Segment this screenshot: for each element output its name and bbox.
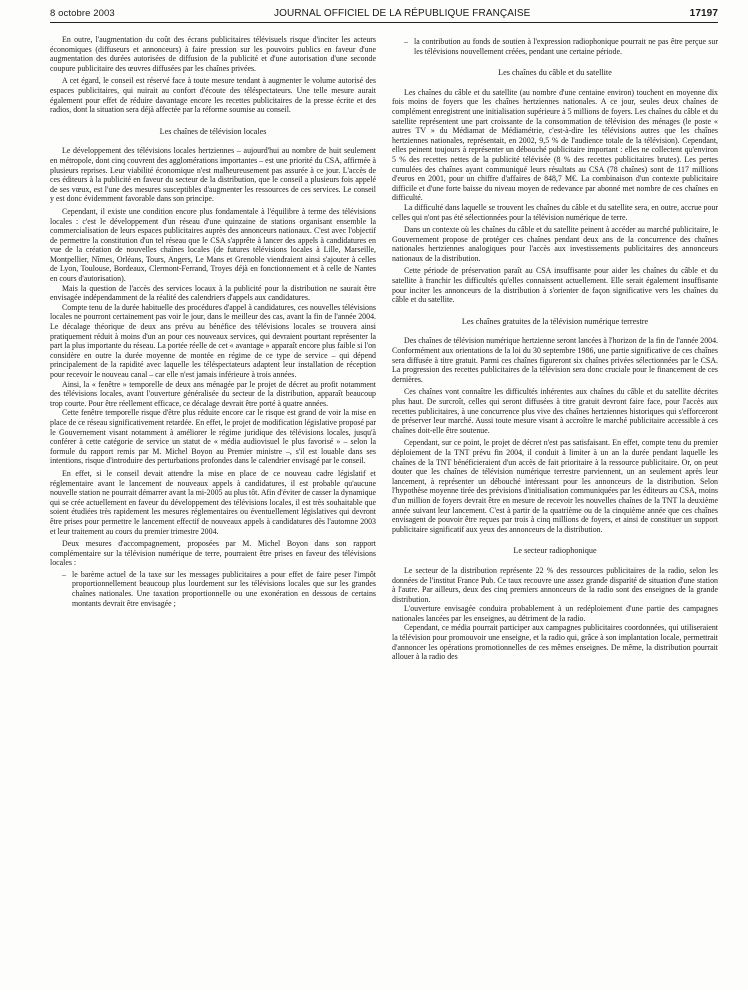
- paragraph: Le secteur de la distribution représente 22 % des ressources publicitaires de la radio, selon les données de l'institut France Pub. Ce taux recouvre une assez grande disparité de situation d'une station à l'autre. Par ailleurs, deux des cinq premiers annonceurs de la radio sont des enseignes de la grande distribution.: [392, 565, 718, 604]
- paragraph: Cependant, ce média pourrait participer aux campagnes publicitaires coordonnées, qui utiliseraient la télévision pour promouvoir une enseigne, et la radio qui, grâce à son implantation locale, permettrait d'annoncer les opérations promotionnelles de ces mêmes enseignes. De même, la distribution pourrait allouer à la radio des: [392, 623, 718, 662]
- paragraph: Les chaînes du câble et du satellite (au nombre d'une centaine environ) touchent en moyenne dix fois moins de foyers que les chaînes hertziennes nationales. A ce jour, seules deux chaînes de complément enregistrent une initialisation supérieure à 5 millions de foyers. Les chaînes du câble et du satellite représentent une part croissante de la consommation de télévision des ménages (le poste « autres TV » du Médiamat de Médiamétrie, c'est-à-dire les télévisions autres que les chaînes hertziennes nationales, représentait, en 2002, 9,5 % de l'audience totale de la télévision). Cependant, elles peinent toujours à représenter un débouché publicitaire important : elles ne collectent qu'environ 5 % des recettes nettes de la publicité télévisée (8 % des recettes publicitaires brutes). Les pertes cumulées des chaînes ayant communiqué leurs résultats au CSA (78 chaînes) sont de 117 millions d'euros en 2001, pour un chiffre d'affaires de 848,7 M€. La combinaison d'un contexte publicitaire difficile et d'une forte baisse du niveau moyen de redevance par abonné met nombre de ces chaînes en difficulté.: [392, 87, 718, 203]
- paragraph: La difficulté dans laquelle se trouvent les chaînes du câble et du satellite sera, en outre, accrue pour celles qui n'ont pas été sélectionnées pour la télévision numérique de terre.: [392, 202, 718, 222]
- paragraph: En effet, si le conseil devait attendre la mise en place de ce nouveau cadre législatif et réglementaire avant le lancement de nouveaux appels à candidatures, il est probable qu'aucune nouvelle station ne pourrait démarrer avant la mi-2005 au plus tôt. Afin d'éviter de casser la dynamique qui se crée actuellement en faveur du développement des télévisions locales, il est très souhaitable que soient étudiées très rapidement les mesures réglementaires ou éventuellement législatives qui devront être prises pour permettre le lancement effectif de nouveaux appels à candidatures dès l'automne 2003 et leur traitement au cours du premier trimestre 2004.: [50, 468, 376, 536]
- paragraph: Deux mesures d'accompagnement, proposées par M. Michel Boyon dans son rapport complémentaire sur la télévision numérique de terre, pourraient être prises en faveur des télévisions locales :: [50, 539, 376, 568]
- paragraph: A cet égard, le conseil est réservé face à toute mesure tendant à augmenter le volume autorisé des espaces publicitaires, qui nuirait au confort d'écoute des téléspectateurs. Une telle mesure aurait également pour effet de réduire davantage encore les recettes publicitaires de la presse écrite et des radios, dont la situation sera déjà affectée par la réforme soumise au conseil.: [50, 76, 376, 115]
- section-heading-radio: Le secteur radiophonique: [513, 546, 597, 556]
- right-column: [392, 35, 718, 662]
- section-heading-cable-satellite: Les chaînes du câble et du satellite: [498, 68, 612, 78]
- paragraph: Cependant, sur ce point, le projet de décret n'est pas satisfaisant. En effet, compte tenu du premier déploiement de la TNT prévu fin 2004, il conduit à limiter à un an la durée pendant laquelle les chaînes de la TNT bénéficieraient d'un accès de fait prioritaire à la ressource publicitaire. Or, on peut douter que les chaînes de télévision numérique terrestre parviennent, un an seulement après leur lancement, à représenter un débouché intéressant pour les annonceurs de la distribution. Selon l'hypothèse moyenne tirée des prévisions d'initialisation communiquées par les éditeurs au CSA, moins d'un million de foyers devrait être en mesure de recevoir les nouvelles chaînes de la TNT la deuxième année suivant leur lancement. C'est à partir de la quatrième ou de la cinquième année que ces chaînes envisagent de pouvoir être reçues par trois à cinq millions de foyers, et ainsi de constituer un support publicitaire significatif aux yeux des annonceurs de la distribution.: [392, 438, 718, 534]
- paragraph: Ces chaînes vont connaître les difficultés inhérentes aux chaînes du câble et du satellite décrites plus haut. De surcroît, celles qui seront diffusées à titre gratuit devront faire face, pour l'accès aux recettes publicitaires, à une concurrence plus vive des chaînes hertziennes historiques qui s'efforceront de préserver leur marché. Aussi toute mesure visant à accroître le marché publicitaire accessible à ces chaînes doit-elle être soutenue.: [392, 387, 718, 435]
- paragraph: Cette fenêtre temporelle risque d'être plus réduite encore car le risque est grand de voir la mise en place de ce réseau significativement retardée. En effet, le projet de modification législative proposé par le Gouvernement visant notamment à améliorer le régime juridique des télévisions locales, jusqu'à conférer à cette catégorie de service un statut de « média audiovisuel le plus favorisé » – selon la formule du rapport remis par M. Michel Boyon au Premier ministre –, s'il est louable dans ses intentions, risque d'introduire des perturbations profondes dans le calendrier envisagé par le conseil.: [50, 408, 376, 466]
- left-column: [50, 35, 376, 662]
- paragraph: Compte tenu de la durée habituelle des procédures d'appel à candidatures, ces nouvelles télévisions locales ne pourront certainement pas voir le jour, dans le meilleur des cas, avant la fin de l'année 2004. Le décalage théorique de deux ans prévu au bénéfice des télévisions locales se trouvera ainsi pratiquement réduit à moins d'un an pour ces nouveaux services, qui devraient pourtant représenter la part la plus importante du réseau. La portée réelle de cet « avantage » apparaît encore plus faible si l'on considère en outre la durée moyenne de montée en régime de ce type de service – qui dépend principalement de la rapidité avec laquelle les téléspectateurs adaptent leur installation de réception pour recevoir le nouveau canal – car elle n'est jamais inférieure à trois années.: [50, 302, 376, 379]
- paragraph: Cependant, il existe une condition encore plus fondamentale à l'équilibre à terme des télévisions locales : c'est le développement d'un réseau d'une quinzaine de stations organisant ensemble la commercialisation de leurs espaces publicitaires auprès des annonceurs nationaux. C'est avec l'objectif de permettre la constitution d'un tel réseau que le CSA s'apprête à lancer des appels à candidatures en vue de la création de nouvelles chaînes locales (de futures télévisions locales à Lille, Marseille, Montpellier, Nîmes, Orléans, Tours, Angers, Le Mans et Grenoble viendraient ainsi s'ajouter à celles de Lyon, Toulouse, Bordeaux, Clermont-Ferrand, Troyes déjà en fonctionnement et à celle de Nantes en cours d'autorisation).: [50, 206, 376, 284]
- page-number: 17197: [689, 8, 718, 19]
- text-columns: [50, 35, 718, 662]
- paragraph: Cette période de préservation paraît au CSA insuffisante pour aider les chaînes du câble et du satellite à franchir les difficultés qu'elles connaissent actuellement. Elle serait également insuffisante pour inciter les annonceurs de la distribution à s'orienter de façon significative vers les chaînes du câble et du satellite.: [392, 266, 718, 305]
- page-header: [50, 8, 718, 23]
- paragraph: Des chaînes de télévision numérique hertzienne seront lancées à l'horizon de la fin de l'année 2004. Conformément aux orientations de la loi du 30 septembre 1986, une partie significative de ces chaînes sera diffusée à titre gratuit. Parmi ces chaînes figureront six chaînes privées sélectionnées par le CSA. La progression des recettes publicitaires de la télévision sera donc cruciale pour le financement de ces dernières.: [392, 336, 718, 384]
- header-date: 8 octobre 2003: [50, 8, 115, 19]
- paragraph: En outre, l'augmentation du coût des écrans publicitaires télévisuels risque d'inciter les acteurs économiques (diffuseurs et annonceurs) à faire pression sur les pouvoirs publics en faveur d'une augmentation des durées autorisées de diffusion de la publicité et d'une autorisation d'une seconde coupure publicitaire des œuvres diffusées par les chaînes privées.: [50, 35, 376, 73]
- paragraph: L'ouverture envisagée conduira probablement à un redéploiement d'une partie des campagnes nationales lancées par les enseignes, au détriment de la radio.: [392, 604, 718, 623]
- list-item: – le barème actuel de la taxe sur les messages publicitaires a pour effet de faire peser l'impôt proportionnellement beaucoup plus lourdement sur les télévisions locales que sur les grandes chaînes nationales. Une taxation proportionnelle ou une exonération en dessous de certains montants devrait être envisagée ;: [50, 570, 376, 608]
- measures-list-continued: [392, 37, 718, 56]
- section-heading-local-tv: Les chaînes de télévision locales: [159, 126, 267, 136]
- paragraph: Mais la question de l'accès des services locaux à la publicité pour la distribution ne saurait être envisagée indépendamment de la réalité des calendriers d'appels aux candidatures.: [50, 283, 376, 303]
- measures-list: [50, 570, 376, 608]
- paragraph: Dans un contexte où les chaînes du câble et du satellite peinent à accéder au marché publicitaire, le Gouvernement propose de protéger ces chaînes pendant deux ans de la concurrence des chaînes nationales hertziennes analogiques pour l'accès aux investissements publicitaires des annonceurs nationaux de la distribution.: [392, 225, 718, 263]
- paragraph: Ainsi, la « fenêtre » temporelle de deux ans ménagée par le projet de décret au profit notamment des télévisions locales, avant l'ouverture généralisée du secteur de la distribution, apparaît beaucoup trop courte. Pour être réellement efficace, ce décalage devrait être porté à quatre années.: [50, 379, 376, 408]
- list-item: – la contribution au fonds de soutien à l'expression radiophonique pourrait ne pas être perçue sur les télévisions nouvellement créées, pendant une certaine période.: [392, 37, 718, 56]
- paragraph: Le développement des télévisions locales hertziennes – aujourd'hui au nombre de huit seulement en métropole, dont cinq couvrent des agglomérations importantes – est une priorité du CSA, affirmée à plusieurs reprises. Leur viabilité économique n'est malheureusement pas assurée à ce jour. L'accès de ces éditeurs à la publicité en faveur du secteur de la distribution, que le conseil a plusieurs fois appelé de ses vœux, est l'une des mesures susceptibles d'augmenter les ressources de ces services. Le conseil y est donc évidemment favorable dans son principe.: [50, 146, 376, 204]
- header-title: JOURNAL OFFICIEL DE LA RÉPUBLIQUE FRANÇAISE: [274, 8, 531, 19]
- section-heading-free-dtt: Les chaînes gratuites de la télévision numérique terrestre: [461, 316, 649, 326]
